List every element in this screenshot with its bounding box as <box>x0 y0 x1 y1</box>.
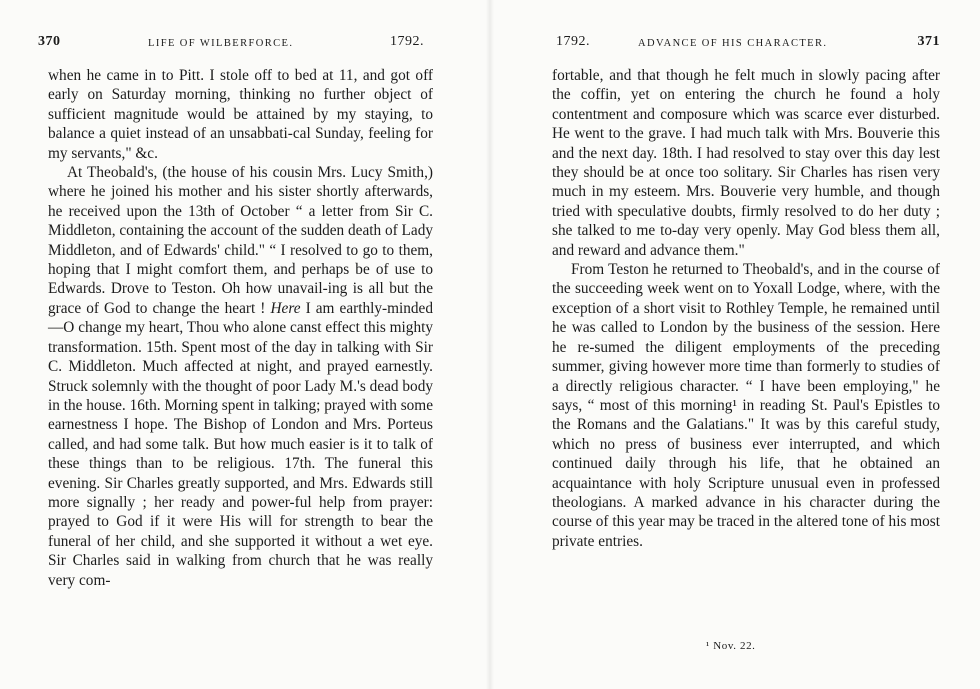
right-running-header <box>556 34 940 54</box>
right-paragraph-2: From Teston he returned to Theobald's, and in the course of the succeeding week went on to Yoxall Lodge, where, with the exception of a short visit to Rothley Temple, he remained until he was called to London by the business of the session. Here he re-sumed the diligent employments of the preceding summer, giving however more time than formerly to studies of a directly religious character. “ I have been employing," he says, “ most of this morning¹ in reading St. Paul's Epistles to the Romans and the Galatians." It was by this careful study, which no press of business ever interrupted, and which continued daily through his life, that he obtained an acquaintance with holy Scripture unusual even in professed theologians. A marked advance in his character during the course of this year may be traced in the altered tone of his most private entries. <box>552 261 940 550</box>
left-running-title: LIFE OF WILBERFORCE. <box>148 38 294 49</box>
right-header-year: 1792. <box>556 34 590 49</box>
left-paragraph-2-continuation: I am earthly-minded—O change my heart, Thou who alone canst effect this mighty transformation. 15th. Spent most of the day in talking with Sir C. Middleton. Much affected at night, and prayed earnestly. Struck solemnly with the thought of poor Lady M.'s dead body in the house. 16th. Morning spent in talking; prayed with some earnestness I hope. The Bishop of London and Mrs. Porteus called, and had some talk. But how much easier is it to talk of these things than to be religious. 17th. The funeral this evening. Sir Charles greatly supported, and Mrs. Edwards still more signally ; her ready and power-ful help from prayer: prayed to God if it were His will for strength to bear the funeral of her child, and she supported it without a wet eye. Sir Charles said in walking from church that he was really very com- <box>48 299 433 589</box>
right-running-title: ADVANCE OF HIS CHARACTER. <box>638 38 828 49</box>
footnote: ¹ Nov. 22. <box>706 640 756 652</box>
left-paragraph-2-text: At Theobald's, (the house of his cousin Mrs. Lucy Smith,) where he joined his mother and his sister shortly afterwards, he received upon the 13th of October “ a letter from Sir C. Middleton, containing the account of the sudden death of Lady Middleton, and of Edwards' child." “ I resolved to go to them, hoping that I might comfort them, and perhaps be of use to Edwards. Drove to Teston. Oh how unavail-ing is all but the grace of God to change the heart ! <box>48 164 433 317</box>
left-running-header <box>38 34 432 54</box>
left-body-text <box>48 66 433 590</box>
left-page-number: 370 <box>38 34 61 49</box>
right-page-number: 371 <box>917 34 940 49</box>
right-body-text <box>552 66 940 551</box>
left-paragraph-1: when he came in to Pitt. I stole off to bed at 11, and got off early on Saturday morning, thinking no further object of sufficient magnitude would be attained by my staying, to balance a quiet instead of an unsabbati-cal Sunday, feeling for my servants," &c. <box>48 67 433 162</box>
emphasis-here: Here <box>270 299 301 317</box>
left-paragraph-2 <box>48 163 433 590</box>
left-header-year: 1792. <box>390 34 424 49</box>
right-paragraph-1: fortable, and that though he felt much in slowly pacing after the coffin, yet on entering the church he found a holy contentment and composure which was scarce ever disturbed. He went to the grave. I had much talk with Mrs. Bouverie this and the next day. 18th. I had resolved to stay over this day lest they should be at once too solitary. Sir Charles has risen very much in my esteem. Mrs. Bouverie very humble, and though tried with speculative doubts, firmly resolved to do her duty ; she talked to me to-day very openly. May God bless them all, and reward and advance them." <box>552 67 940 259</box>
